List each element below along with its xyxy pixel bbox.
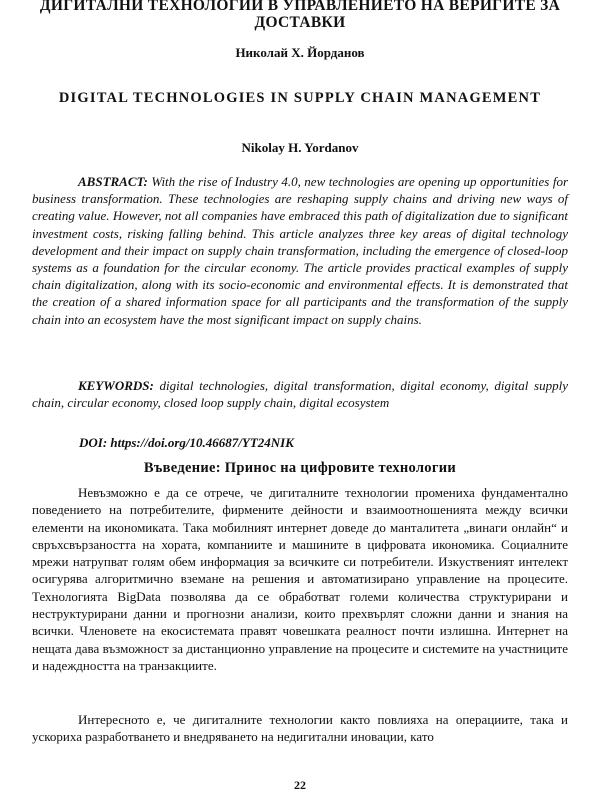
abstract-text: With the rise of Industry 4.0, new technologies are opening up opportunities for business transformation. These technologies are reshaping supply chains and driving new ways of creating value. However, not all companies have embraced this path of digitalization due to significant investment costs, risking falling behind. This article analyzes three key areas of digital technology development and their impact on supply chain transformation, including the emergence of closed-loop systems as a foundation for the circular economy. The article provides practical examples of supply chain digitalization, along with its socio-economic and environmental effects. It is demonstrated that the creation of a shared information space for all participants and the transformation of the supply chain into an ecosystem have the most significant impact on supply chains. [32,174,569,327]
author-bulgarian: Николай Х. Йорданов [235,45,365,60]
title-english: DIGITAL TECHNOLOGIES IN SUPPLY CHAIN MANAGEMENT [58,90,542,106]
abstract-paragraph [32,173,568,328]
author-english: Nikolay H. Yordanov [241,140,359,155]
keywords-label: KEYWORDS: [78,378,154,393]
title-bulgarian: ДИГИТАЛНИ ТЕХНОЛОГИИ В УПРАВЛЕНИЕТО НА ВЕРИГИТЕ ЗА ДОСТАВКИ [39,0,561,31]
doi-link[interactable]: https://doi.org/10.46687/YT24NIK [110,435,294,450]
page-number: 22 [294,778,306,792]
body-paragraph: Интересното е, че дигиталните технологии както повлияха на операциите, така и ускориха разработването и внедряването на недигитални иновации, като [32,712,568,745]
abstract-label: ABSTRACT: [78,174,148,189]
body-paragraph: Невъзможно е да се отрече, че дигиталните технологии промениха фундаментално поведението на потребителите, фирмените дейности и взаимоотношенията между всички елементи на икономиката. Така мобилният интернет доведе до манталитета „винаги онлайн“ и свръхсвързаността на хората, компаниите и машините в цифровата икономика. Социалните мрежи натрупват голям обем информация за всичките си потребители. Изкуственият интелект осигурява алгоритмично вземане на решения и автоматизирано управление на процесите. Технологията BigData позволява да се обработват големи количества структурирани и неструктурирани данни и прогнозни анализи, които прехвърлят сложни данни и знания на всички. Членовете на екосистемата правят човешката реалност почти излишна. Интернет на нещата дава възможност за дистанционно управление на процесите и системите на участниците и надеждността на транзакциите. [32,485,568,673]
doi-line [79,435,294,451]
doi-label: DOI: [79,435,108,450]
keywords-paragraph [32,377,568,411]
keywords-text: digital technologies, digital transformation, digital economy, digital supply chain, circular economy, closed loop supply chain, digital ecosystem [32,378,568,411]
section-heading: Въведение: Принос на цифровите технологии [143,460,457,476]
